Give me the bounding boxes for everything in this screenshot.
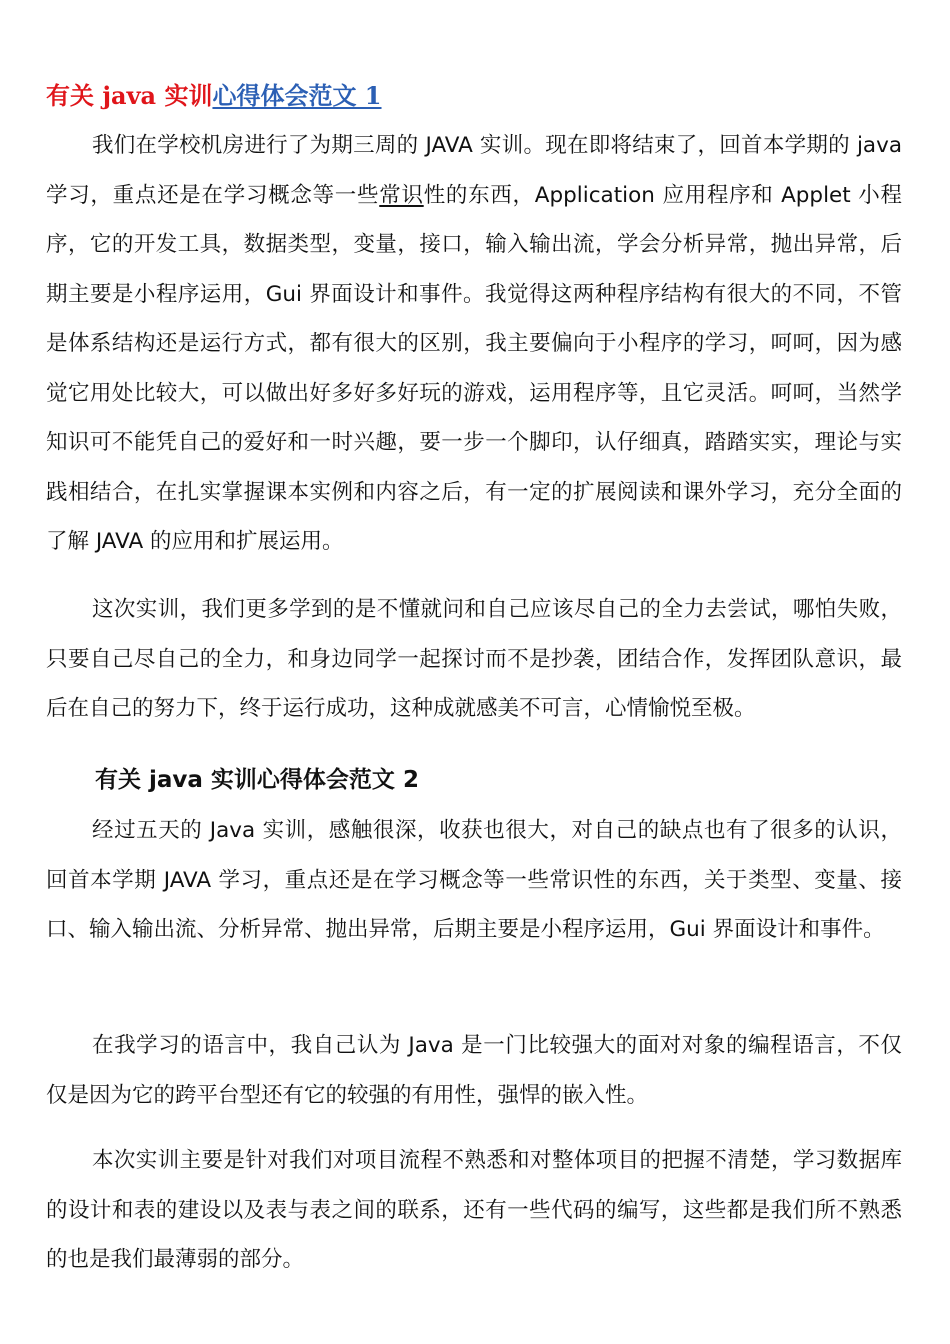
section-2-title: 有关 java 实训心得体会范文 2: [95, 767, 419, 793]
paragraph-text-before: 我们在学校机房进行了为期三周的 JAVA 实训。现在即将结束了，回首本学期的 java 学习，重点还是在学习概念等一些: [46, 133, 902, 208]
section-1-paragraph-1: [46, 121, 902, 567]
section-1-title-prefix: 有关 java 实训: [46, 81, 213, 110]
section-2-paragraph-2: 在我学习的语言中，我自己认为 Java 是一门比较强大的面对对象的编程语言，不仅仅是因为它的跨平台型还有它的较强的有用性，强悍的嵌入性。: [46, 1033, 902, 1108]
section-2-paragraph-3: 本次实训主要是针对我们对项目流程不熟悉和对整体项目的把握不清楚，学习数据库的设计和表的建设以及表与表之间的联系，还有一些代码的编写，这些都是我们所不熟悉的也是我们最薄弱的部分。: [46, 1148, 902, 1272]
section-1-title: [46, 80, 382, 112]
paragraph-text-after: 性的东西，Application 应用程序和 Applet 小程序，它的开发工具，数据类型，变量，接口，输入输出流，学会分析异常，抛出异常，后期主要是小程序运用，Gui 界面设计和事件。我觉得这两种程序结构有很大的不同，不管是体系结构还是运行方式，都有很大的区别，我主要偏向于小程序的学习，呵呵，因为感觉它用处比较大，可以做出好多好多好玩的游戏，运用程序等，且它灵活。呵呵，当然学知识可不能凭自己的爱好和一时兴趣，要一步一个脚印，认仔细真，踏踏实实，理论与实践相结合，在扎实掌握课本实例和内容之后，有一定的扩展阅读和课外学习，充分全面的了解 JAVA 的应用和扩展运用。: [46, 182, 902, 554]
section-1-paragraph-2: 这次实训，我们更多学到的是不懂就问和自己应该尽自己的全力去尝试，哪怕失败，只要自己尽自己的全力，和身边同学一起探讨而不是抄袭，团结合作，发挥团队意识，最后在自己的努力下，终于运行成功，这种成就感美不可言，心情愉悦至极。: [46, 597, 902, 721]
section-1-title-link[interactable]: 心得体会范文 1: [212, 81, 382, 110]
section-2-paragraph-1: 经过五天的 Java 实训，感触很深，收获也很大，对自己的缺点也有了很多的认识，回首本学期 JAVA 学习，重点还是在学习概念等一些常识性的东西，关于类型、变量、接口、输入输出流、分析异常、抛出异常，后期主要是小程序运用，Gui 界面设计和事件。: [46, 818, 902, 942]
underlined-term: 常识: [379, 182, 424, 208]
